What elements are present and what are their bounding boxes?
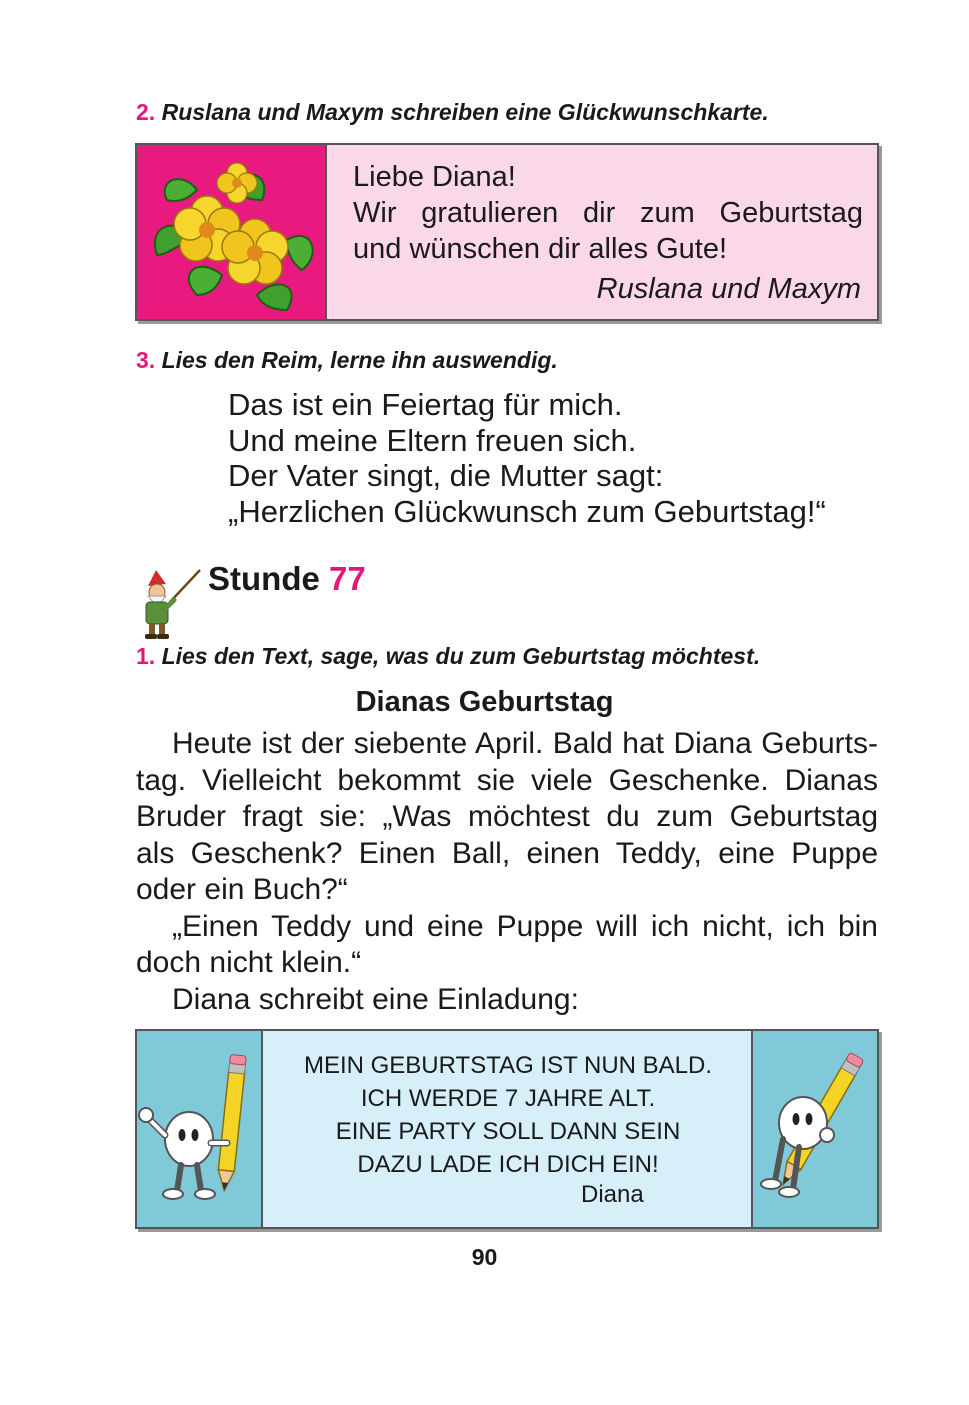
poem-line: „Herzlichen Glückwunsch zum Geburtstag!“ (228, 493, 826, 529)
story-line: doch nicht klein.“ (136, 946, 362, 979)
story-line: als Geschenk? Einen Ball, einen Teddy, eine Puppe (136, 836, 878, 870)
text-title: Dianas Geburtstag (355, 686, 614, 718)
story-line: Heute ist der siebente April. Bald hat Diana Geburts- (172, 727, 878, 760)
greeting-signature: Ruslana und Maxym (596, 273, 861, 305)
greeting-card (135, 143, 879, 321)
story-line: tag. Vielleicht bekommt sie viele Geschenke. Dianas (136, 763, 878, 797)
gnome-teacher-icon (140, 566, 202, 640)
poem-line: Und meine Eltern freuen sich. (228, 422, 637, 458)
invitation-right-panel (751, 1031, 877, 1227)
story-line: Diana schreibt eine Einladung: (172, 982, 579, 1016)
invitation-signature: Diana (581, 1181, 644, 1208)
pencil-character-icon (137, 1031, 261, 1227)
flowers-image-box (137, 145, 327, 319)
task-2-heading (136, 99, 769, 126)
task-number: 3. (136, 347, 156, 373)
flowers-icon (137, 145, 325, 319)
greeting-line: Liebe Diana! (353, 161, 516, 193)
greeting-text (353, 159, 863, 267)
invitation-line: MEIN GEBURTSTAG IST NUN BALD. (303, 1052, 713, 1079)
story-line: „Einen Teddy und eine Puppe will ich nicht, ich bin (172, 909, 878, 943)
invitation-card (135, 1029, 879, 1229)
invitation-line: EINE PARTY SOLL DANN SEIN (335, 1118, 681, 1145)
task-instruction: Lies den Text, sage, was du zum Geburtstag möchtest. (161, 643, 761, 669)
greeting-line: und wünschen dir alles Gute! (353, 233, 727, 265)
greeting-line: Wir gratulieren dir zum Geburtstag (353, 197, 863, 229)
invitation-message (263, 1049, 753, 1181)
poem-line: Das ist ein Feiertag für mich. (228, 387, 623, 422)
invitation-line: DAZU LADE ICH DICH EIN! (357, 1151, 659, 1178)
lesson-number: 77 (329, 560, 366, 597)
task-number: 2. (136, 99, 156, 125)
task-instruction: Lies den Reim, lerne ihn auswendig. (161, 347, 558, 373)
task-number: 1. (136, 643, 156, 669)
task-3-heading (136, 347, 558, 374)
story-text (136, 726, 878, 1018)
poem-line: Der Vater singt, die Mutter sagt: (228, 458, 664, 493)
invitation-line: ICH WERDE 7 JAHRE ALT. (360, 1085, 656, 1112)
pencil-character-icon (753, 1031, 877, 1227)
invitation-left-panel (137, 1031, 263, 1227)
lesson-heading (208, 560, 366, 598)
lesson-label: Stunde (208, 560, 320, 597)
story-line: oder ein Buch?“ (136, 873, 348, 906)
poem (228, 387, 826, 529)
story-line: Bruder fragt sie: „Was möchtest du zum Geburtstag (136, 800, 878, 833)
task-1-heading (136, 643, 760, 670)
page-number: 90 (471, 1244, 498, 1270)
task-instruction: Ruslana und Maxym schreiben eine Glückwunschkarte. (161, 99, 769, 125)
